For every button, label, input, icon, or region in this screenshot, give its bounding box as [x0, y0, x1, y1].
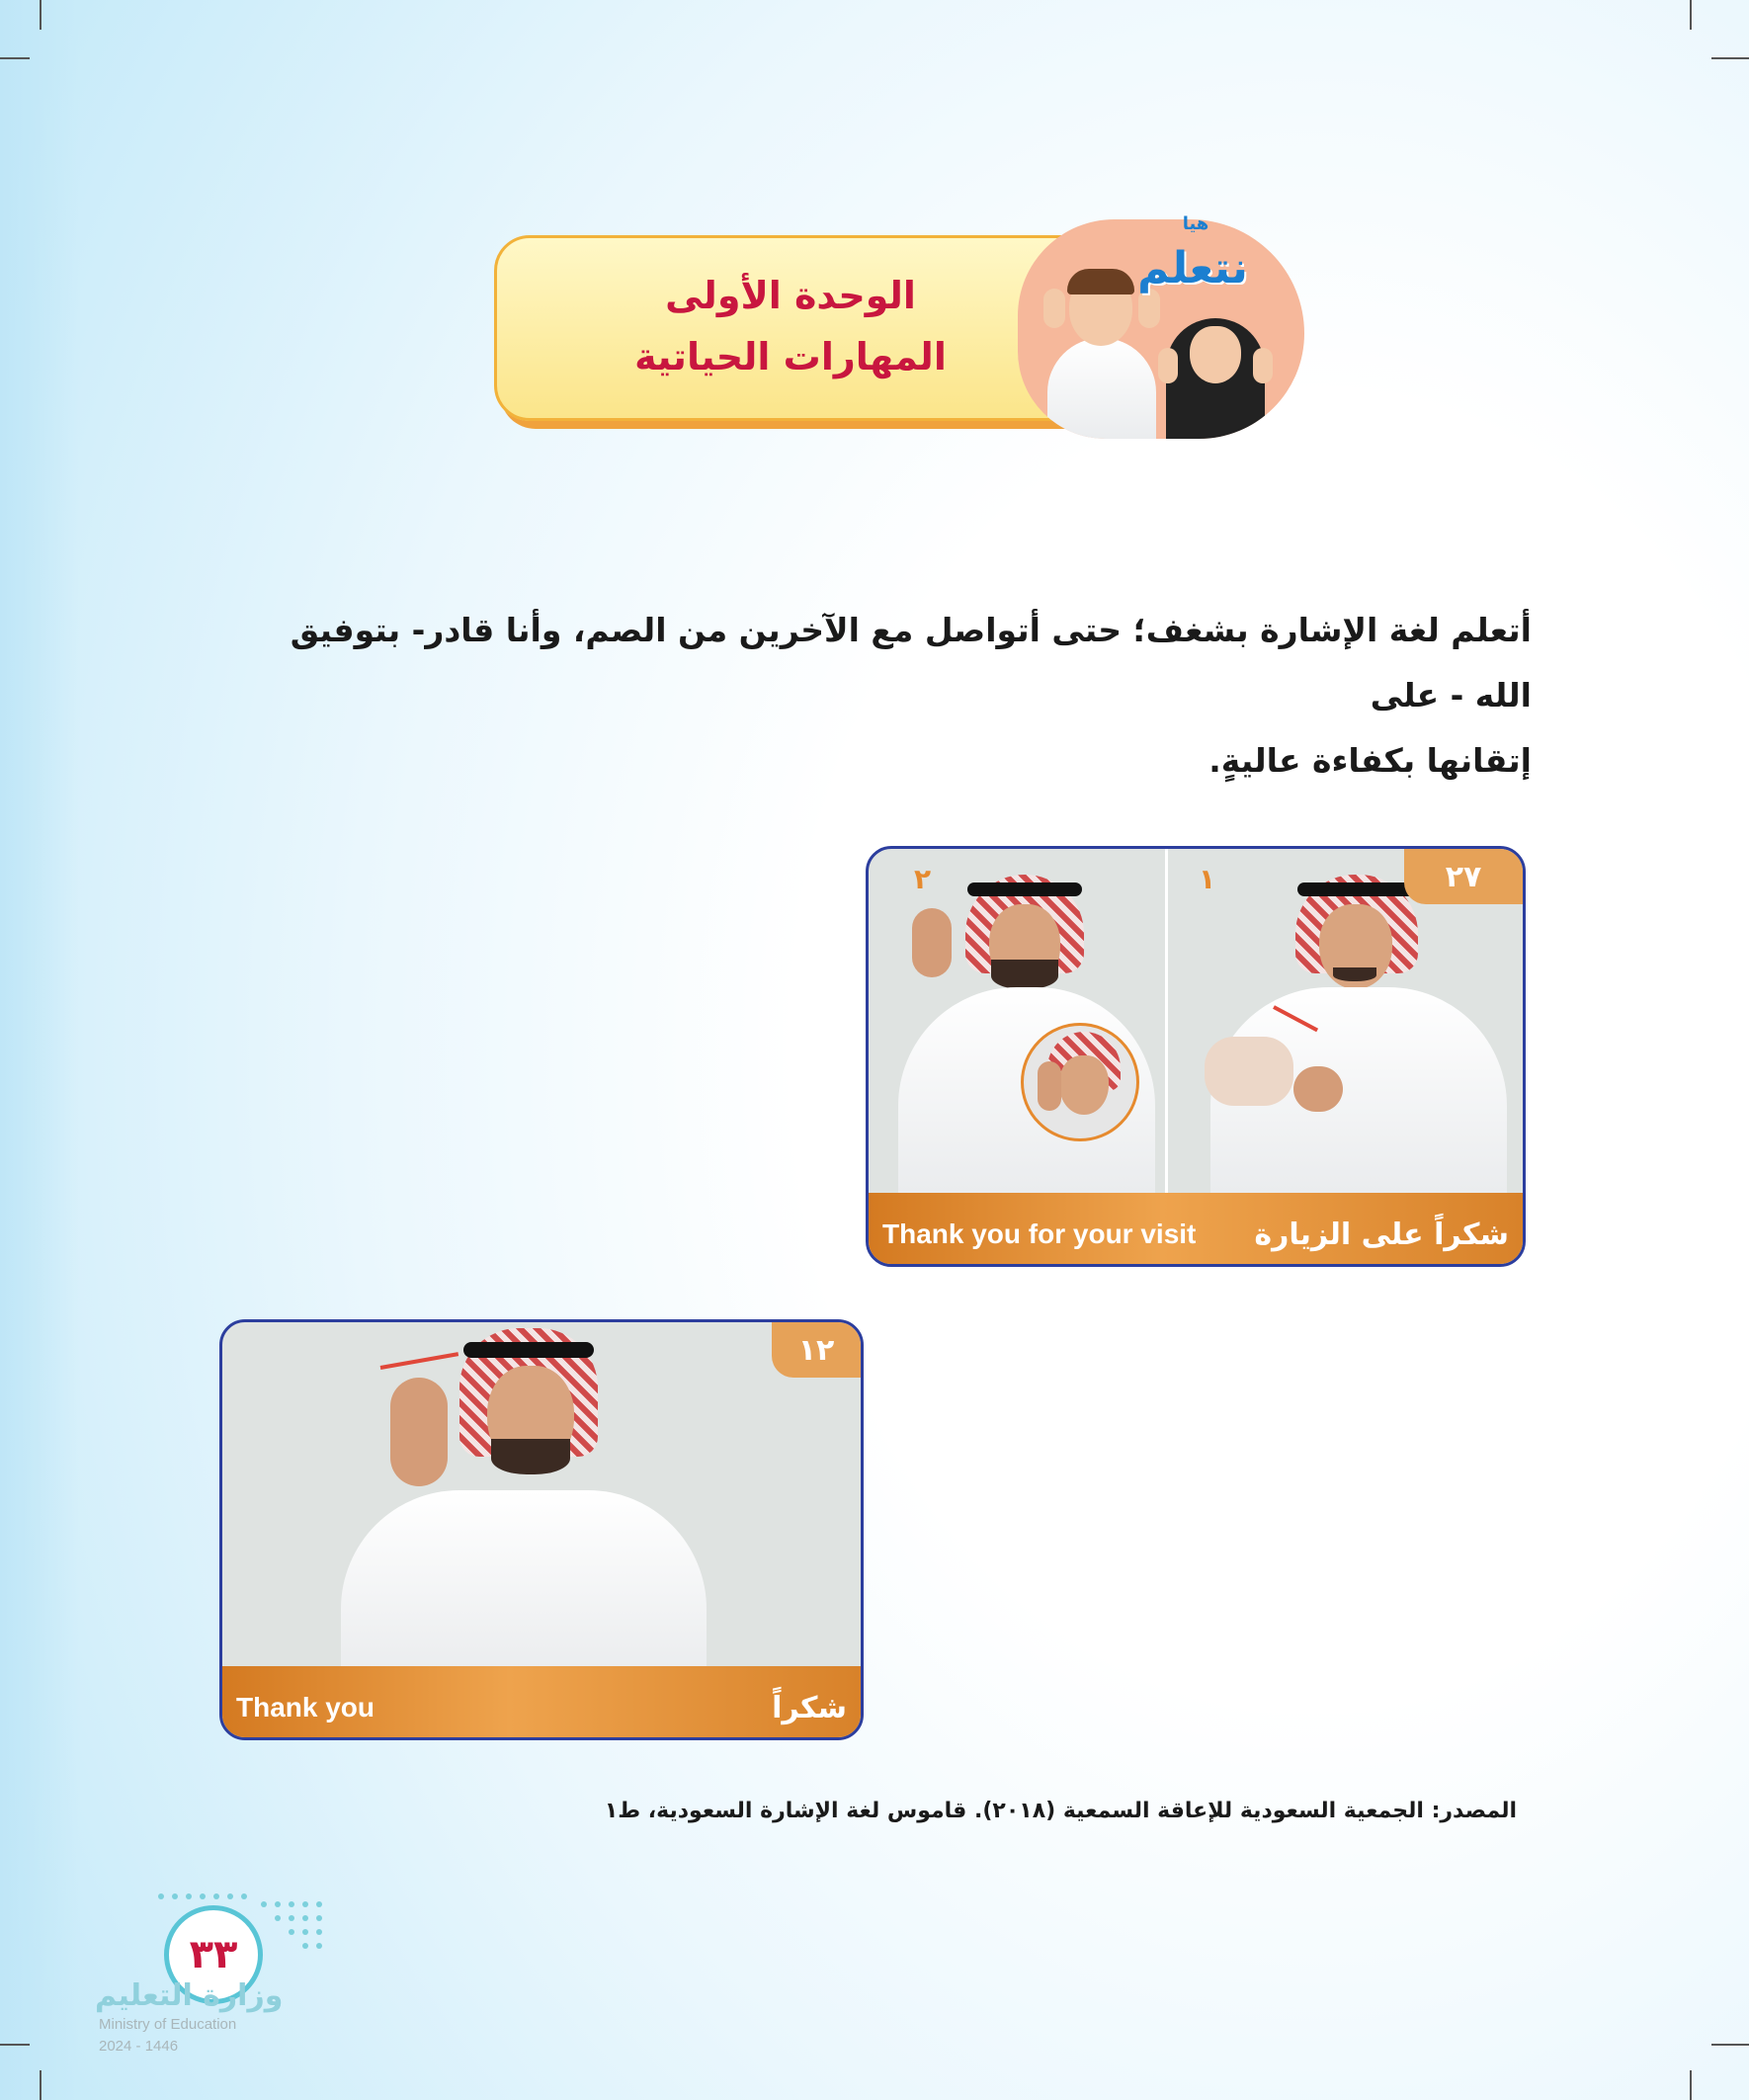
- signing-hand: [1205, 1037, 1293, 1106]
- person-agal: [1297, 882, 1416, 896]
- signing-hand: [390, 1378, 448, 1486]
- person-beard: [991, 960, 1058, 989]
- ministry-year: 2024 - 1446: [99, 2038, 179, 2055]
- sign-card-thank-you: [219, 1319, 864, 1740]
- boy-hand: [1138, 289, 1160, 328]
- caption-strip: [222, 1666, 861, 1737]
- caption-arabic: شكراً: [772, 1691, 847, 1725]
- caption-strip: [869, 1193, 1523, 1264]
- ministry-name-english: Ministry of Education: [99, 2016, 237, 2033]
- caption-arabic: شكراً على الزيارة: [1254, 1218, 1509, 1252]
- girl-hand: [1253, 348, 1273, 383]
- person-agal: [967, 882, 1082, 896]
- sign-number-tab: ١٢: [772, 1322, 861, 1378]
- person-beard: [1333, 967, 1376, 981]
- source-citation: المصدر: الجمعية السعودية للإعاقة السمعية (٢٠١٨). قاموس لغة الإشارة السعودية، ط١: [604, 1799, 1517, 1823]
- unit-title: الوحدة الأولى: [665, 274, 916, 317]
- person-robe: [341, 1490, 707, 1688]
- crop-mark: [1690, 0, 1692, 30]
- crop-mark: [1690, 2070, 1692, 2100]
- girl-hand: [1158, 348, 1178, 383]
- sign-card-thank-you-visit: [866, 846, 1526, 1267]
- intro-line-1: أتعلم لغة الإشارة بشغف؛ حتى أتواصل مع الآخرين من الصم، وأنا قادر- بتوفيق الله - على: [290, 611, 1532, 714]
- card-divider: [1165, 849, 1168, 1199]
- signing-hand: [1293, 1066, 1343, 1112]
- boy-figure: [1047, 338, 1156, 439]
- crop-mark: [0, 2044, 30, 2046]
- badge-word: نتعلم: [1137, 243, 1248, 294]
- crop-mark: [40, 2070, 42, 2100]
- inset-face: [1059, 1055, 1109, 1115]
- crop-mark: [40, 0, 42, 30]
- crop-mark: [1711, 2044, 1749, 2046]
- boy-hand: [1043, 289, 1065, 328]
- step-number-1: ١: [1199, 863, 1216, 895]
- girl-face: [1190, 326, 1241, 383]
- badge-small-text: هيا: [1182, 213, 1209, 234]
- person-agal: [463, 1342, 594, 1358]
- crop-mark: [1711, 57, 1749, 59]
- caption-english: Thank you: [236, 1692, 375, 1722]
- unit-subtitle: المهارات الحياتية: [634, 335, 947, 378]
- step-number-2: ٢: [914, 863, 932, 895]
- sign-number-tab: ٢٧: [1404, 849, 1523, 904]
- detail-inset: [1021, 1023, 1139, 1141]
- crop-mark: [0, 57, 30, 59]
- motion-arrow: [380, 1352, 458, 1370]
- intro-line-2: إتقانها بكفاءة عاليةٍ.: [1208, 741, 1532, 780]
- inset-hand: [1038, 1061, 1061, 1111]
- person-beard: [491, 1439, 570, 1474]
- intro-paragraph: [287, 598, 1532, 794]
- signing-hand: [912, 908, 952, 977]
- unit-banner-text: [553, 265, 1028, 387]
- ministry-name-arabic: وزارة التعليم: [95, 1978, 284, 2013]
- page-number: ٣٣: [189, 1932, 238, 1977]
- caption-english: Thank you for your visit: [882, 1218, 1197, 1249]
